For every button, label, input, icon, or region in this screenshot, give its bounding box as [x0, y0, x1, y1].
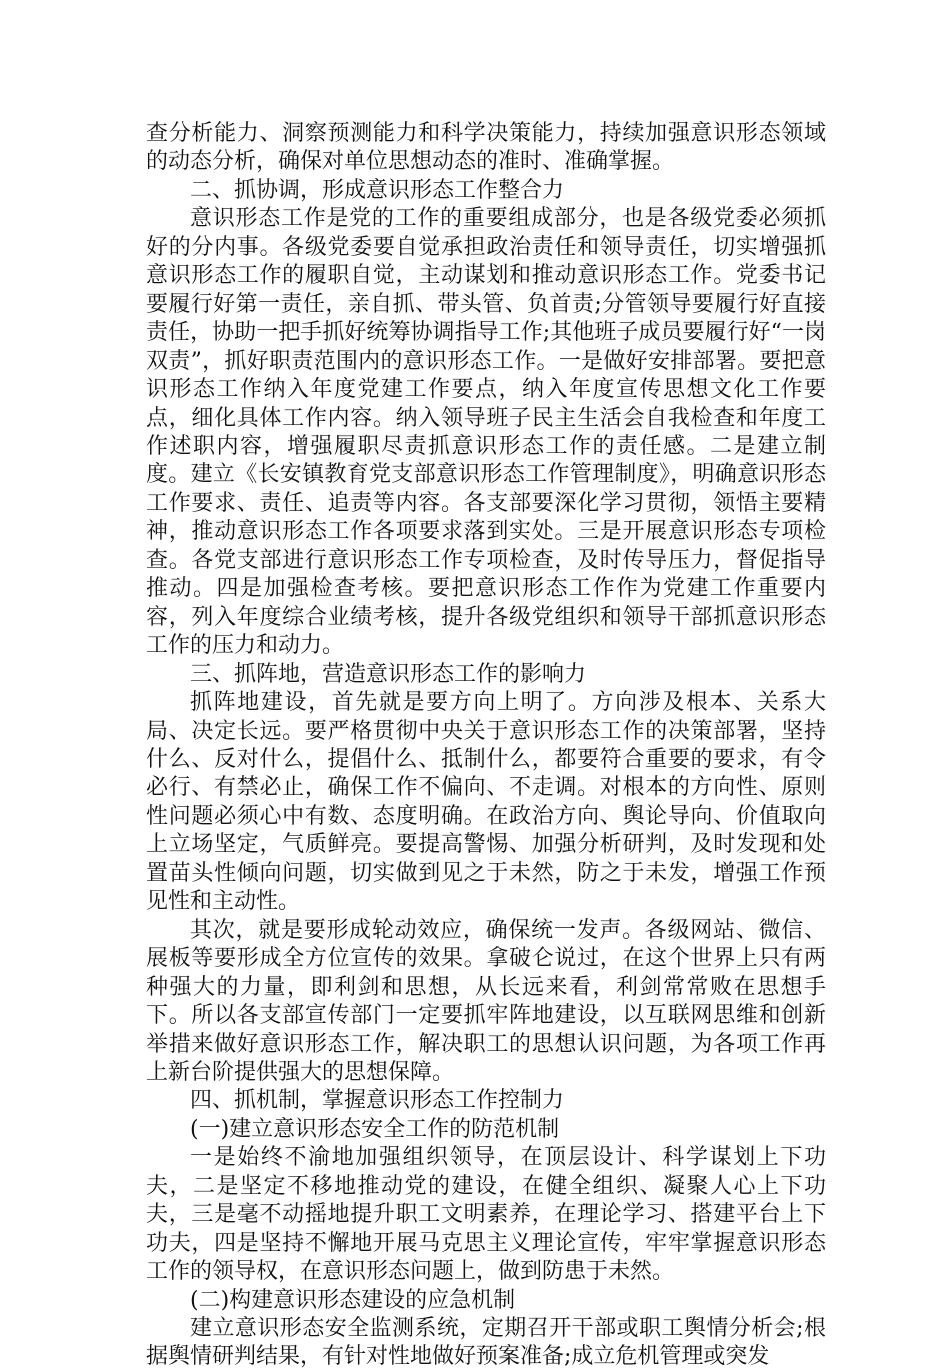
section-heading-3: 三、抓阵地，营造意识形态工作的影响力: [190, 661, 587, 687]
paragraph-unified-voice: 其次，就是要形成轮动效应，确保统一发声。各级网站、微信、展板等要形成全方位宣传的效果。拿破仑说过，在这个世界上只有两种强大的力量，即利剑和思想，从长远来看，利剑常常败在思想手下。所以各支部宣传部门一定要抓牢阵地建设，以互联网思维和创新举措来做好意识形态工作，解决职工的思想认识问题，为各项工作再上新台阶提供强大的思想保障。: [146, 917, 826, 1085]
paragraph-coordination: 意识形态工作是党的工作的重要组成部分，也是各级党委必须抓好的分内事。各级党委要自觉承担政治责任和领导责任，切实增强抓意识形态工作的履职自觉，主动谋划和推动意识形态工作。党委书记要履行好第一责任，亲自抓、带头管、负首责;分管领导要履行好直接责任，协助一把手抓好统筹协调指导工作;其他班子成员要履行好“一岗双责”，抓好职责范围内的意识形态工作。一是做好安排部署。要把意识形态工作纳入年度党建工作要点，纳入年度宣传思想文化工作要点，细化具体工作内容。纳入领导班子民主生活会自我检查和年度工作述职内容，增强履职尽责抓意识形态工作的责任感。二是建立制度。建立《长安镇教育党支部意识形态工作管理制度》，明确意识形态工作要求、责任、追责等内容。各支部要深化学习贯彻，领悟主要精神，推动意识形态工作各项要求落到实处。三是开展意识形态专项检查。各党支部进行意识形态工作专项检查，及时传导压力，督促指导推动。四是加强检查考核。要把意识形态工作作为党建工作重要内容，列入年度综合业绩考核，提升各级党组织和领导干部抓意识形态工作的压力和动力。: [146, 206, 826, 659]
section-heading-4: 四、抓机制，掌握意识形态工作控制力: [190, 1088, 565, 1114]
paragraph-continuation: 查分析能力、洞察预测能力和科学决策能力，持续加强意识形态领域的动态分析，确保对单位思想动态的准时、准确掌握。: [146, 121, 826, 175]
paragraph-prevention: 一是始终不渝地加强组织领导，在顶层设计、科学谋划上下功夫，二是坚定不移地推动党的建设，在健全组织、凝聚人心上下功夫，三是毫不动摇地提升职工文明素养，在理论学习、搭建平台上下功夫，四是坚持不懈地开展马克思主义理论宣传，牢牢掌握意识形态工作的领导权，在意识形态问题上，做到防患于未然。: [146, 1145, 826, 1285]
subsection-heading-1: (一)建立意识形态安全工作的防范机制: [190, 1116, 560, 1142]
subsection-heading-2: (二)构建意识形态建设的应急机制: [190, 1287, 516, 1313]
paragraph-position-direction: 抓阵地建设，首先就是要方向上明了。方向涉及根本、关系大局、决定长远。要严格贯彻中央关于意识形态工作的决策部署，坚持什么、反对什么，提倡什么、抵制什么，都要符合重要的要求，有令必行、有禁必止，确保工作不偏向、不走调。对根本的方向性、原则性问题必须心中有数、态度明确。在政治方向、舆论导向、价值取向上立场坚定，气质鲜亮。要提高警惕、加强分析研判，及时发现和处置苗头性倾向问题，切实做到见之于未然，防之于未发，增强工作预见性和主动性。: [146, 690, 826, 915]
document-body: [146, 120, 826, 1372]
section-heading-2: 二、抓协调，形成意识形态工作整合力: [190, 177, 565, 203]
paragraph-emergency: 建立意识形态安全监测系统，定期召开干部或职工舆情分析会;根据舆情研判结果，有针对性地做好预案准备;成立危机管理或突发: [146, 1316, 826, 1370]
